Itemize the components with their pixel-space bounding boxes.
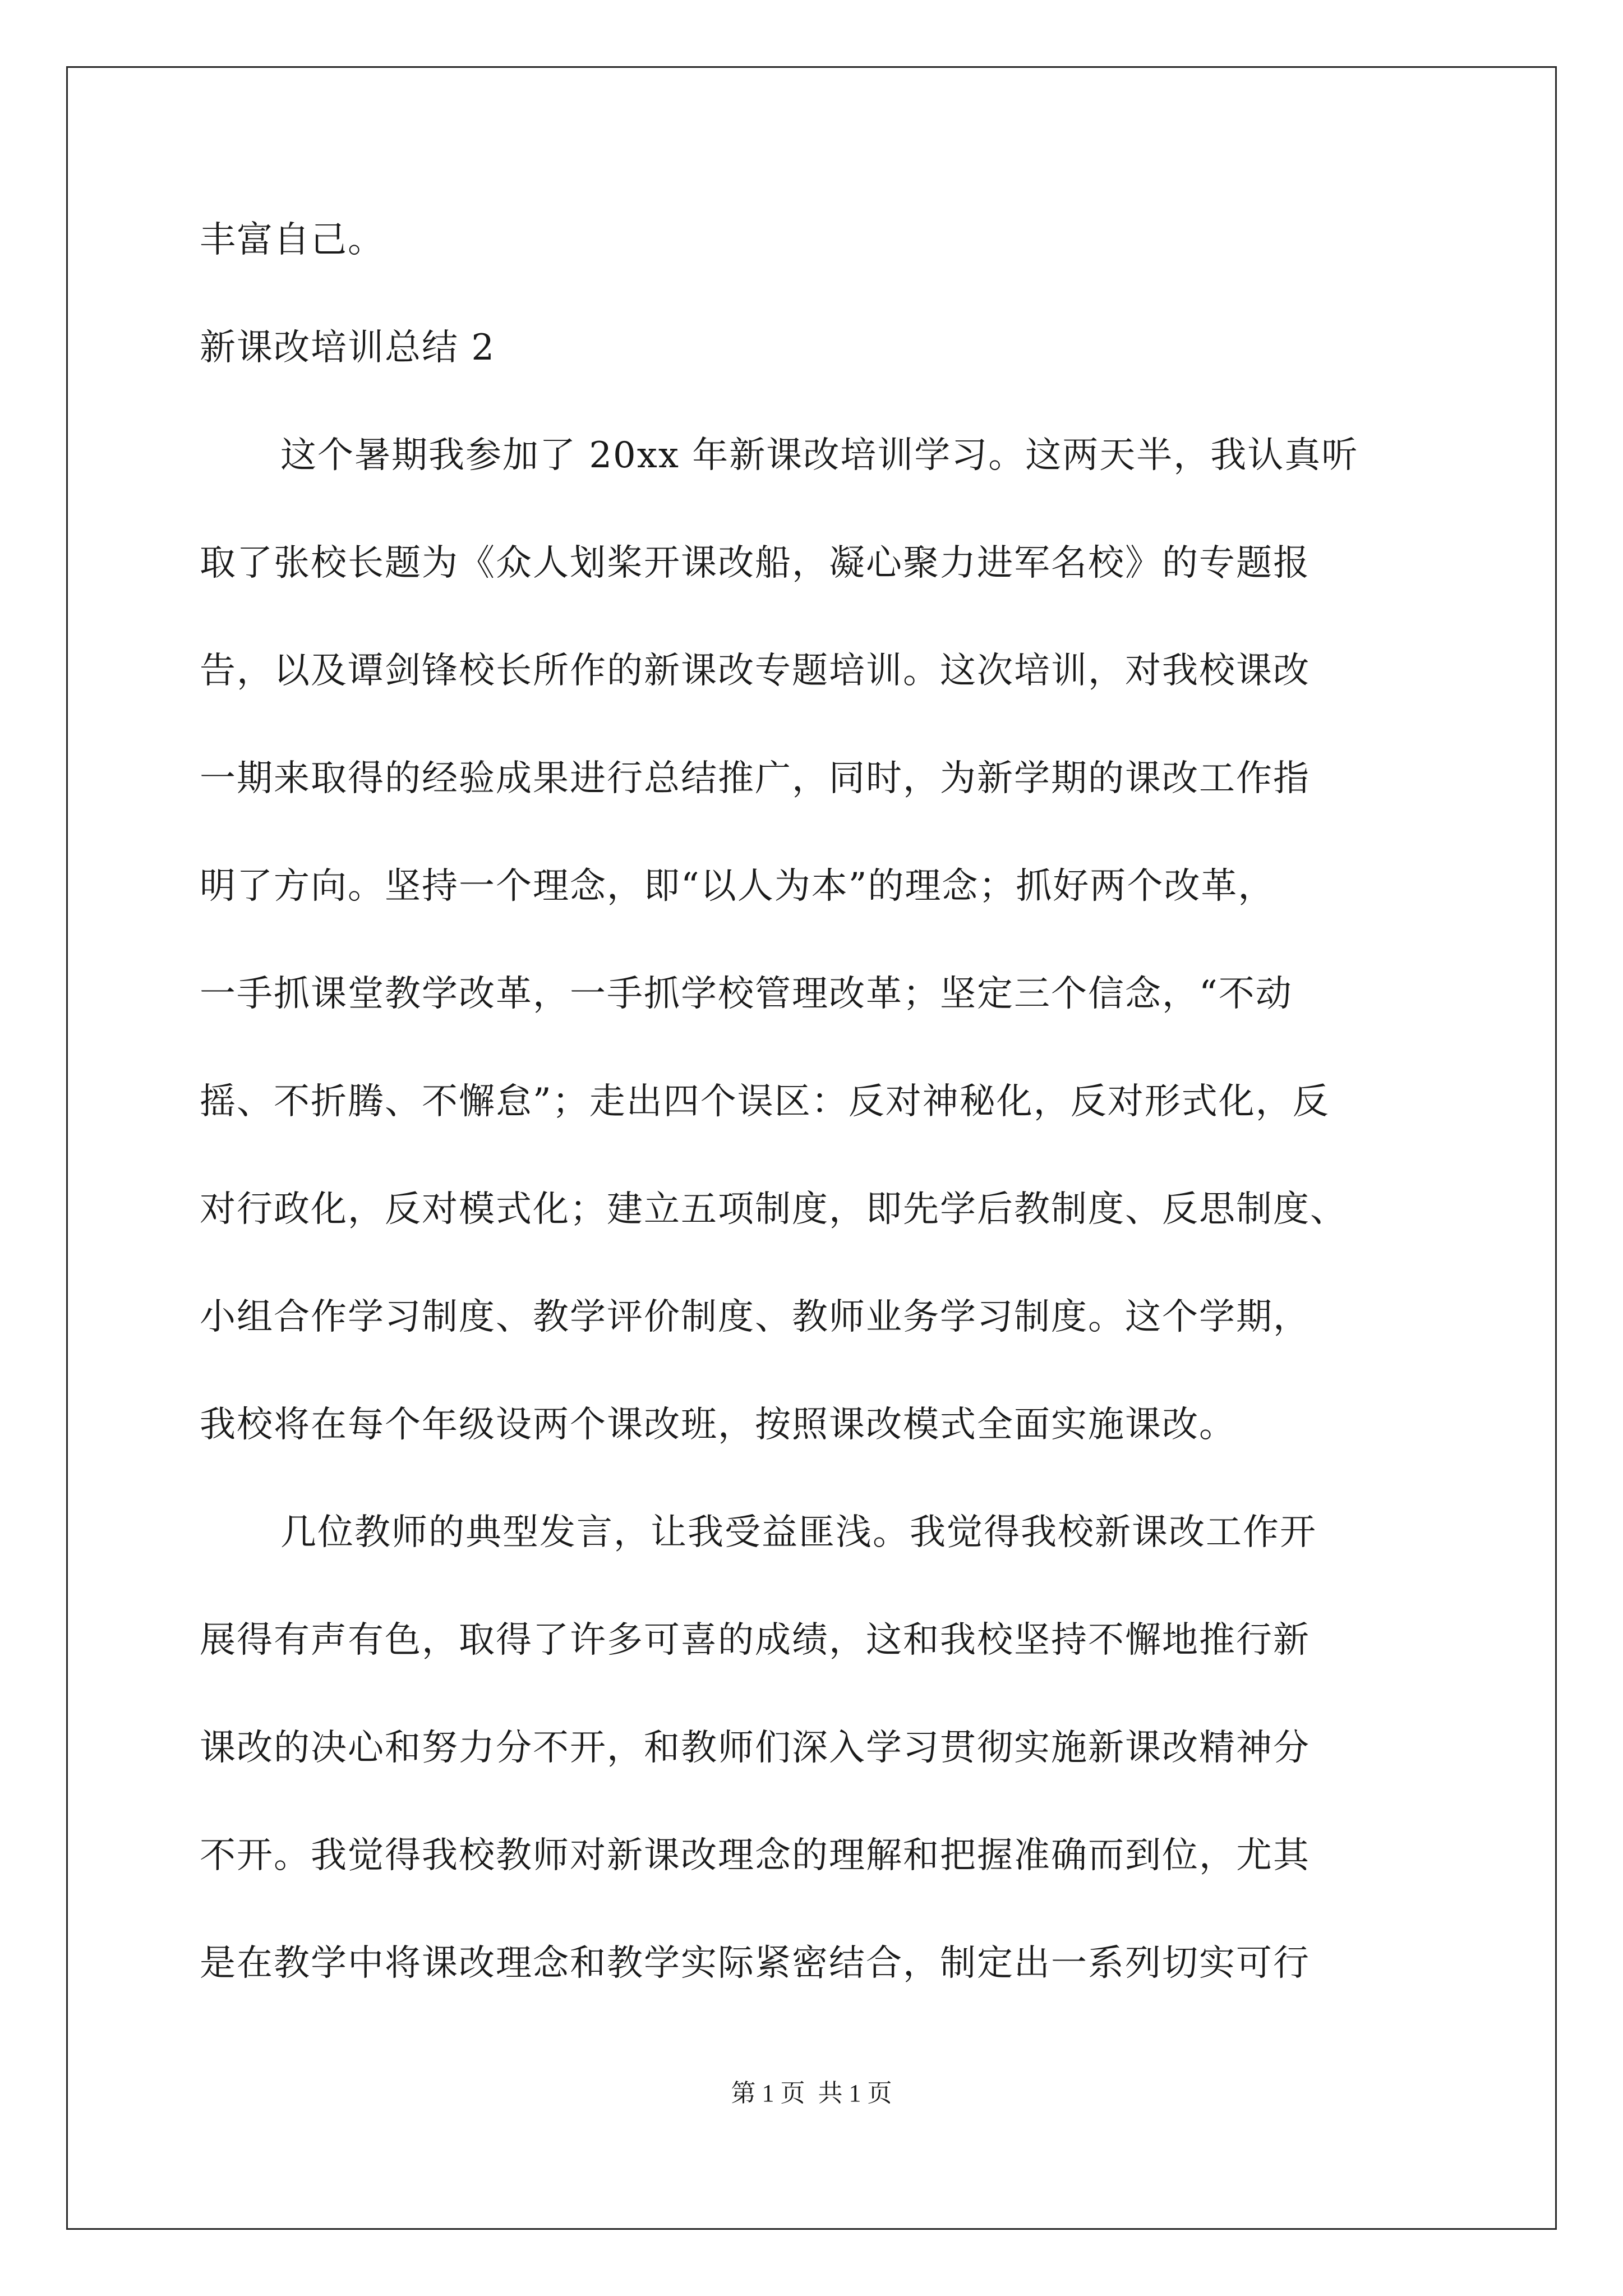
text-line: 是在教学中将课改理念和教学实际紧密结合，制定出一系列切实可行 bbox=[200, 1943, 1310, 1984]
text-line: 展得有声有色，取得了许多可喜的成绩，这和我校坚持不懈地推行新 bbox=[200, 1619, 1310, 1661]
text-line: 摇、不折腾、不懈怠”；走出四个误区：反对神秘化，反对形式化，反 bbox=[200, 1081, 1330, 1122]
text-line: 丰富自己。 bbox=[200, 219, 385, 261]
section-heading: 新课改培训总结 2 bbox=[200, 327, 496, 369]
page-border bbox=[66, 66, 1557, 2230]
text-line: 一手抓课堂教学改革，一手抓学校管理改革；坚定三个信念，“不动 bbox=[200, 973, 1293, 1015]
text-line: 我校将在每个年级设两个课改班，按照课改模式全面实施课改。 bbox=[200, 1404, 1236, 1446]
text-line: 告，以及谭剑锋校长所作的新课改专题培训。这次培训，对我校课改 bbox=[200, 650, 1310, 692]
text-line: 课改的决心和努力分不开，和教师们深入学习贯彻实施新课改精神分 bbox=[200, 1727, 1310, 1769]
text-line: 几位教师的典型发言，让我受益匪浅。我觉得我校新课改工作开 bbox=[280, 1512, 1317, 1553]
page-footer bbox=[0, 2078, 1623, 2109]
page-number: 第 1 页 bbox=[731, 2079, 805, 2107]
text-line: 一期来取得的经验成果进行总结推广，同时，为新学期的课改工作指 bbox=[200, 758, 1310, 799]
text-line: 这个暑期我参加了 20xx 年新课改培训学习。这两天半，我认真听 bbox=[280, 435, 1359, 476]
text-line: 不开。我觉得我校教师对新课改理念的理解和把握准确而到位，尤其 bbox=[200, 1835, 1310, 1876]
text-line: 对行政化，反对模式化；建立五项制度，即先学后教制度、反思制度、 bbox=[200, 1189, 1347, 1230]
text-line: 取了张校长题为《众人划桨开课改船，凝心聚力进军名校》的专题报 bbox=[200, 542, 1310, 584]
page-total: 共 1 页 bbox=[818, 2079, 892, 2107]
text-line: 小组合作学习制度、教学评价制度、教师业务学习制度。这个学期， bbox=[200, 1296, 1310, 1338]
text-line: 明了方向。坚持一个理念，即“以人为本”的理念；抓好两个改革， bbox=[200, 866, 1275, 907]
